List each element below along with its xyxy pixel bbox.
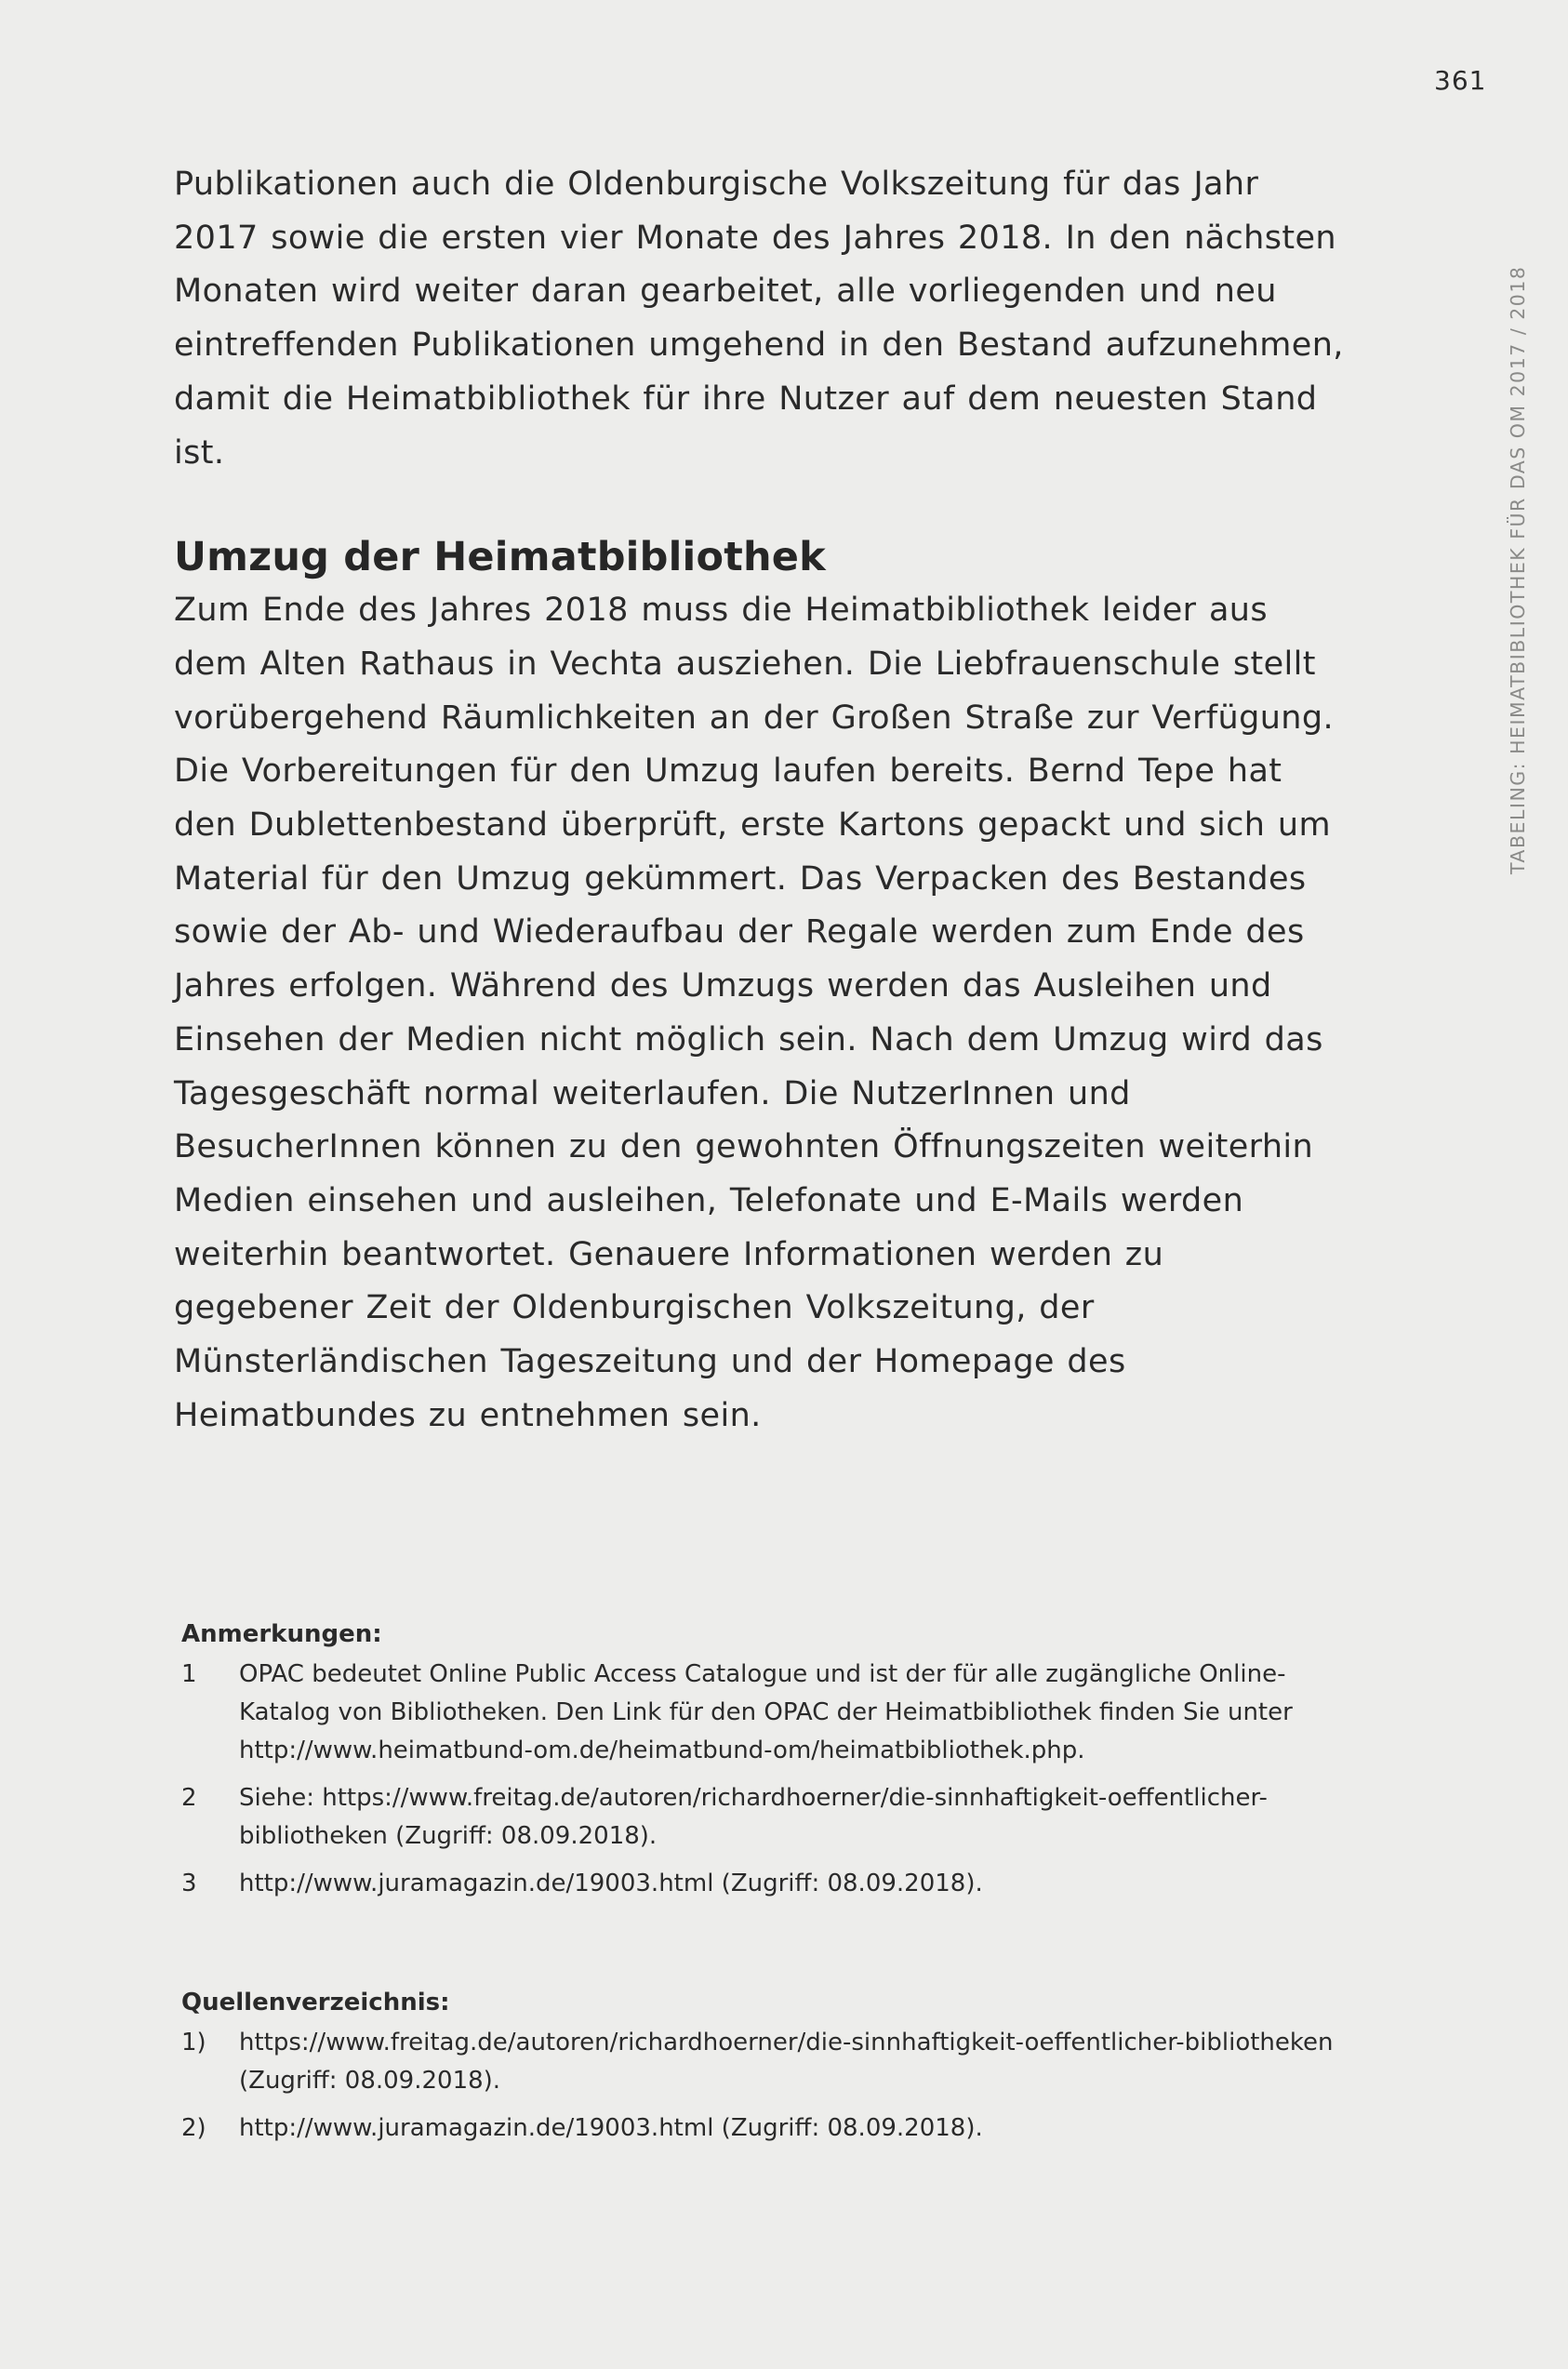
anmerkungen-section xyxy=(181,1620,1353,1912)
footnote-item xyxy=(181,1779,1353,1856)
source-number: 2) xyxy=(181,2114,206,2142)
main-content xyxy=(174,158,1346,1443)
source-item xyxy=(181,2109,1353,2148)
source-item xyxy=(181,2024,1353,2100)
footnote-text: http://www.juramagazin.de/19003.html (Zugriff: 08.09.2018). xyxy=(239,1870,983,1897)
anmerkungen-heading: Anmerkungen: xyxy=(181,1620,382,1648)
source-text: http://www.juramagazin.de/19003.html (Zugriff: 08.09.2018). xyxy=(239,2114,983,2142)
quellen-section xyxy=(181,1989,1353,2157)
footnote-item xyxy=(181,1865,1353,1903)
page-number: 361 xyxy=(1434,65,1487,96)
quellen-heading: Quellenverzeichnis: xyxy=(181,1989,450,2016)
footnote-text: OPAC bedeutet Online Public Access Catalogue und ist der für alle zugängliche Online-Katalog von Bibliotheken. Den Link für den OPAC der Heimatbibliothek finden Sie unter http://www.heimatbund-om.de/heimatbund-om/heimatbibliothek.php. xyxy=(239,1660,1293,1764)
source-text: https://www.freitag.de/autoren/richardhoerner/die-sinnhaftigkeit-oeffentlicher-bibliotheken (Zugriff: 08.09.2018). xyxy=(239,2029,1334,2095)
section-heading: Umzug der Heimatbibliothek xyxy=(174,534,826,581)
footnote-number: 1 xyxy=(181,1660,197,1688)
running-head: TABELING: HEIMATBIBLIOTHEK FÜR DAS OM 2017 / 2018 xyxy=(1507,265,1529,874)
footnote-text: Siehe: https://www.freitag.de/autoren/richardhoerner/die-sinnhaftigkeit-oeffentlicher-bibliotheken (Zugriff: 08.09.2018). xyxy=(239,1784,1268,1850)
source-number: 1) xyxy=(181,2029,206,2056)
body-paragraph: Publikationen auch die Oldenburgische Volkszeitung für das Jahr 2017 sowie die ersten vier Monate des Jahres 2018. In den nächsten Monaten wird weiter daran gearbeitet, alle vorliegenden und neu eintreffenden Publikationen umgehend in den Bestand aufzunehmen, damit die Heimatbibliothek für ihre Nutzer auf dem neuesten Stand ist. xyxy=(174,166,1344,472)
footnote-number: 2 xyxy=(181,1784,197,1812)
footnote-number: 3 xyxy=(181,1870,197,1897)
footnote-item xyxy=(181,1656,1353,1770)
body-paragraph: Zum Ende des Jahres 2018 muss die Heimatbibliothek leider aus dem Alten Rathaus in Vechta ausziehen. Die Liebfrauenschule stellt vorübergehend Räumlichkeiten an der Großen Straße zur Verfügung. Die Vorbereitungen für den Umzug laufen bereits. Bernd Tepe hat den Dublettenbestand überprüft, erste Kartons gepackt und sich um Material für den Umzug gekümmert. Das Verpacken des Bestandes sowie der Ab- und Wiederaufbau der Regale werden zum Ende des Jahres erfolgen. Während des Umzugs werden das Ausleihen und Einsehen der Medien nicht möglich sein. Nach dem Umzug wird das Tagesgeschäft normal weiterlaufen. Die NutzerInnen und BesucherInnen können zu den gewohnten Öffnungszeiten weiterhin Medien einsehen und ausleihen, Telefonate und E-Mails werden weiterhin beantwortet. Genauere Informationen werden zu gegebener Zeit der Oldenburgischen Volkszeitung, der Münsterländischen Tageszeitung und der Homepage des Heimatbundes zu entnehmen sein. xyxy=(174,592,1334,1434)
